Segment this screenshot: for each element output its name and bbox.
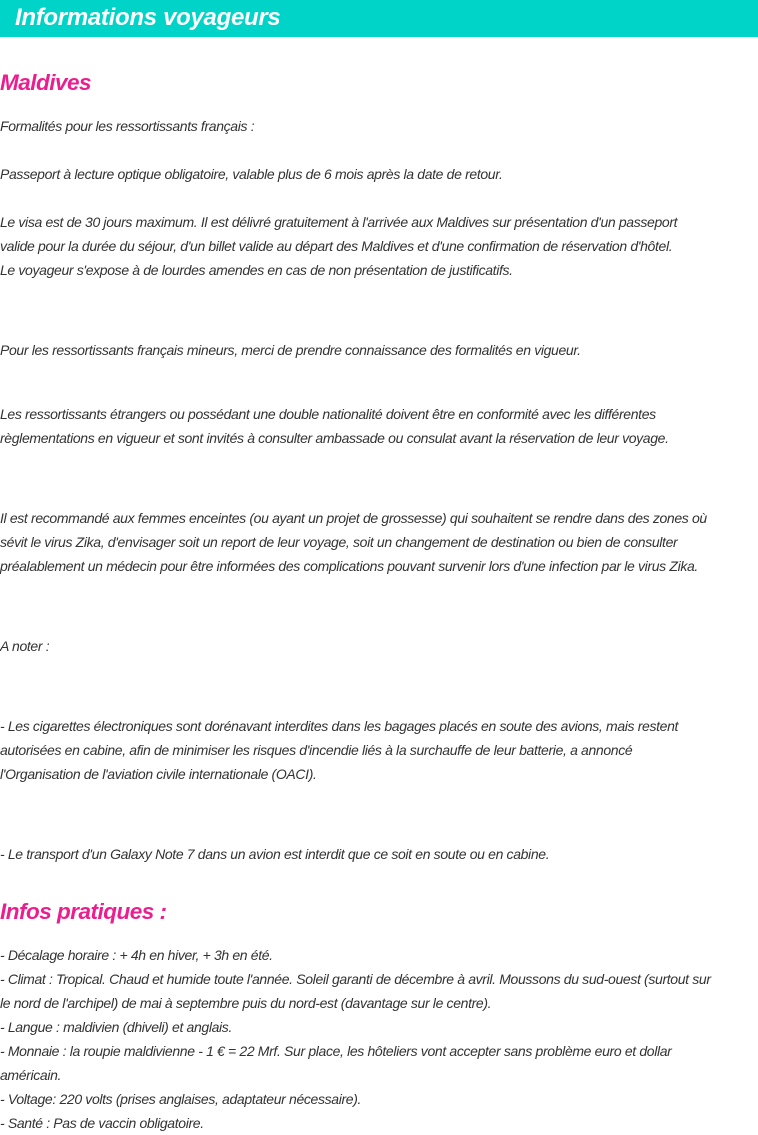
info-line: le nord de l'archipel) de mai à septembre puis du nord-est (davantage sur le centre). bbox=[0, 995, 492, 1011]
cigarettes-paragraph bbox=[0, 714, 758, 786]
etrangers-paragraph bbox=[0, 402, 758, 450]
info-line: - Décalage horaire : + 4h en hiver, + 3h en été. bbox=[0, 947, 273, 963]
visa-line: valide pour la durée du séjour, d'un billet valide au départ des Maldives et d'une confirmation de réservation d'hôtel. bbox=[0, 238, 673, 254]
section-title-infos-pratiques: Infos pratiques : bbox=[0, 899, 167, 924]
passeport-paragraph: Passeport à lecture optique obligatoire, valable plus de 6 mois après la date de retour. bbox=[0, 166, 503, 182]
info-line: - Monnaie : la roupie maldivienne - 1 € = 22 Mrf. Sur place, les hôteliers vont accepter sans problème euro et dollar bbox=[0, 1043, 672, 1059]
infos-pratiques-list bbox=[0, 943, 758, 1135]
visa-line: Le visa est de 30 jours maximum. Il est délivré gratuitement à l'arrivée aux Maldives sur présentation d'un passeport bbox=[0, 214, 678, 230]
etrangers-line: Les ressortissants étrangers ou possédant une double nationalité doivent être en conformité avec les différentes bbox=[0, 406, 656, 422]
visa-paragraph bbox=[0, 210, 758, 282]
visa-line: Le voyageur s'expose à de lourdes amendes en cas de non présentation de justificatifs. bbox=[0, 262, 513, 278]
section-title-maldives: Maldives bbox=[0, 70, 92, 95]
etrangers-line: règlementations en vigueur et sont invités à consulter ambassade ou consulat avant la réservation de leur voyage. bbox=[0, 430, 669, 446]
a-noter-label: A noter : bbox=[0, 638, 50, 654]
zika-line: sévit le virus Zika, d'envisager soit un report de leur voyage, soit un changement de destination ou bien de consulter bbox=[0, 534, 678, 550]
zika-paragraph bbox=[0, 506, 758, 578]
galaxy-paragraph: - Le transport d'un Galaxy Note 7 dans un avion est interdit que ce soit en soute ou en cabine. bbox=[0, 846, 550, 862]
mineurs-paragraph: Pour les ressortissants français mineurs, merci de prendre connaissance des formalités en vigueur. bbox=[0, 342, 581, 358]
cigarettes-line: l'Organisation de l'aviation civile internationale (OACI). bbox=[0, 766, 317, 782]
info-line: américain. bbox=[0, 1067, 62, 1083]
info-line: - Santé : Pas de vaccin obligatoire. bbox=[0, 1115, 204, 1131]
cigarettes-line: - Les cigarettes électroniques sont dorénavant interdites dans les bagages placés en soute des avions, mais restent bbox=[0, 718, 679, 734]
zika-line: préalablement un médecin pour être informées des complications pouvant survenir lors d'une infection par le virus Zika. bbox=[0, 558, 698, 574]
header-banner bbox=[0, 0, 758, 37]
cigarettes-line: autorisées en cabine, afin de minimiser les risques d'incendie liés à la surchauffe de leur batterie, a annoncé bbox=[0, 742, 633, 758]
zika-line: Il est recommandé aux femmes enceintes (ou ayant un projet de grossesse) qui souhaitent se rendre dans des zones où bbox=[0, 510, 707, 526]
formalites-intro: Formalités pour les ressortissants français : bbox=[0, 118, 255, 134]
info-line: - Langue : maldivien (dhiveli) et anglais. bbox=[0, 1019, 232, 1035]
info-line: - Climat : Tropical. Chaud et humide toute l'année. Soleil garanti de décembre à avril. Moussons du sud-ouest (surtout sur bbox=[0, 971, 711, 987]
info-line: - Voltage: 220 volts (prises anglaises, adaptateur nécessaire). bbox=[0, 1091, 362, 1107]
page-title: Informations voyageurs bbox=[15, 4, 281, 31]
